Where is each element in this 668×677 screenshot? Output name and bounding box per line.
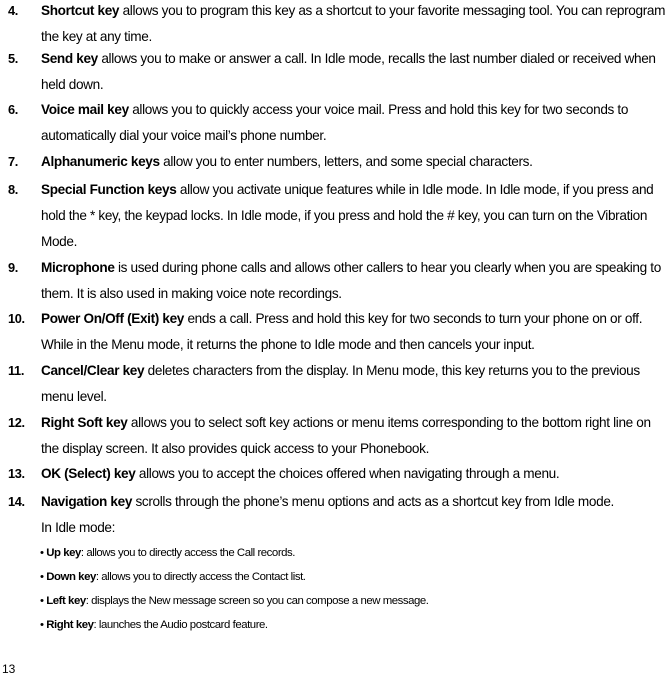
item-term: Microphone [41, 260, 115, 275]
item-description: allow you activate unique features while in Idle mode. In Idle mode, if you press and hold the * key, the keypad locks. In Idle mode, if you press and hold the # key, you can turn on the Vibration Mode. [41, 182, 654, 249]
bullet: • [40, 571, 47, 583]
list-item [8, 46, 668, 98]
sub-item-term: Left key [46, 595, 86, 607]
list-item [8, 0, 668, 50]
list-item [8, 255, 668, 307]
sub-list-item [40, 545, 660, 561]
sub-list-item [40, 569, 660, 585]
list-item [8, 358, 668, 410]
sub-item-description: : allows you to directly access the Contact list. [95, 571, 306, 583]
item-number: 6. [8, 102, 18, 117]
item-number: 12. [8, 415, 25, 430]
item-number: 7. [8, 154, 18, 169]
item-term: OK (Select) key [41, 466, 136, 481]
item-description: allows you to quickly access your voice mail. Press and hold this key for two seconds to automatically dial your voice mail’s phone number. [41, 102, 629, 143]
item-term: Special Function keys [41, 182, 177, 197]
item-description: is used during phone calls and allows other callers to hear you clearly when you are speaking to them. It is also used in making voice note recordings. [41, 260, 661, 301]
item-number: 14. [8, 494, 25, 509]
item-description: scrolls through the phone’s menu options and acts as a shortcut key from Idle mode. [132, 494, 614, 509]
item-term: Right Soft key [41, 415, 128, 430]
item-description: deletes characters from the display. In Menu mode, this key returns you to the previous menu level. [41, 363, 640, 404]
sub-item-term: Down key [46, 571, 96, 583]
item-number: 13. [8, 466, 25, 481]
item-number: 8. [8, 182, 18, 197]
bullet: • [40, 619, 47, 631]
sub-item-description: : displays the New message screen so you can compose a new message. [85, 595, 429, 607]
item-term: Alphanumeric keys [41, 154, 160, 169]
item-description: allows you to make or answer a call. In Idle mode, recalls the last number dialed or received when held down. [41, 51, 656, 92]
item-description: allows you to accept the choices offered when navigating through a menu. [135, 466, 560, 481]
item-term: Navigation key [41, 494, 133, 509]
bullet: • [40, 547, 47, 559]
item-description: ends a call. Press and hold this key for two seconds to turn your phone on or off. While in the Menu mode, it returns the phone to Idle mode and then cancels your input. [41, 311, 643, 352]
list-item [8, 149, 668, 175]
sub-item-term: Up key [46, 547, 81, 559]
item-description: allows you to program this key as a shortcut to your favorite messaging tool. You can reprogram the key at any time. [41, 3, 666, 44]
item-number: 10. [8, 311, 25, 326]
sub-item-description: : allows you to directly access the Call records. [80, 547, 296, 559]
idle-mode-label: In Idle mode: [41, 520, 116, 535]
page-number: 13 [2, 662, 16, 676]
list-item [8, 410, 668, 462]
item-number: 9. [8, 260, 18, 275]
item-description: allows you to select soft key actions or menu items corresponding to the bottom right line on the display screen. It also provides quick access to your Phonebook. [41, 415, 651, 456]
list-item [8, 461, 668, 487]
sub-list-item [40, 593, 660, 609]
item-description: allow you to enter numbers, letters, and some special characters. [159, 154, 533, 169]
list-item [8, 306, 668, 358]
sub-item-description: : launches the Audio postcard feature. [93, 619, 268, 631]
item-number: 4. [8, 3, 18, 18]
sub-list-item [40, 617, 660, 633]
item-term: Cancel/Clear key [41, 363, 145, 378]
list-item [8, 97, 668, 149]
sub-item-term: Right key [46, 619, 94, 631]
item-term: Voice mail key [41, 102, 129, 117]
item-number: 11. [8, 363, 25, 378]
item-term: Power On/Off (Exit) key [41, 311, 185, 326]
list-item [8, 177, 668, 255]
item-term: Shortcut key [41, 3, 120, 18]
list-item [8, 489, 668, 541]
bullet: • [40, 595, 47, 607]
item-number: 5. [8, 51, 18, 66]
item-term: Send key [41, 51, 98, 66]
